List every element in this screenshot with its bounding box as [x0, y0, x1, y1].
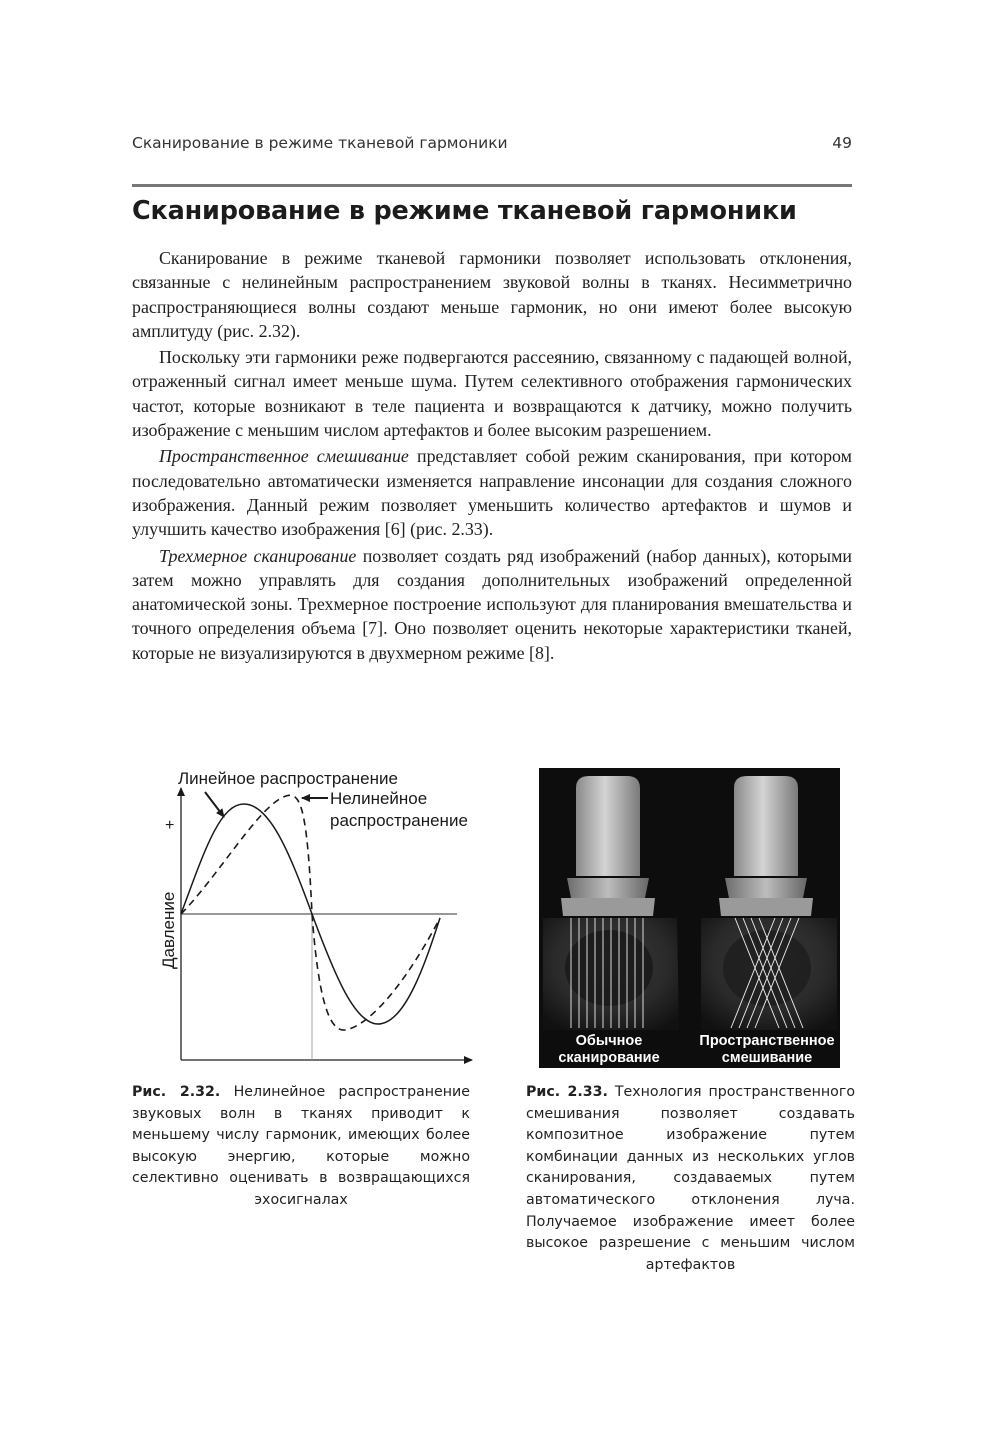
label-nonlinear-2: распространение — [330, 811, 468, 830]
plus-sign: + — [165, 817, 175, 834]
paragraph-1: Сканирование в режиме тканевой гармоники позволяет использовать отклонения, связанные с нелинейным распространением звуковой волны в тканях. Несимметрично распространяющиеся волны создают меньше гармоник, но они имеют более высокую амплитуду (рис. 2.32). — [132, 248, 852, 341]
paragraph-2: Поскольку эти гармоники реже подвергаются рассеянию, связанному с падающей волной, отраженный сигнал имеет меньше шума. Путем селективного отображения гармонических частот, которые возникают в теле пациента и возвращаются к датчику, можно получить изображение с меньшим числом артефактов и более высоким разрешением. — [132, 347, 852, 441]
header-rule — [132, 184, 852, 187]
paragraph-4: Трехмерное сканирование позволяет создать ряд изображений (набор данных), которыми затем можно управлять для создания дополнительных изображений определенной анатомической зоны. Трехмерное построение используют для планирования вмешательства и точного определения объема [7]. Оно позволяет оценить некоторые характеристики тканей, которые не визуализируются в двухмерном режиме [8]. — [132, 545, 852, 663]
probe-conventional — [561, 776, 655, 916]
term-spatial-compounding: Пространственное смешивание — [159, 446, 409, 467]
running-header — [132, 134, 852, 162]
caption-2-33: Рис. 2.33. Технология пространственного смешивания позволяет создавать композитное изображение путем комбинации данных из нескольких углов сканирования, создаваемых путем автоматического отклонения луча. Получаемое изображение имеет более высокое разрешение с меньшим числом артефактов — [526, 1084, 855, 1273]
label-conventional-1: Обычное — [575, 1033, 643, 1049]
caption-label-2-32: Рис. 2.32. — [132, 1084, 221, 1100]
label-nonlinear-1: Нелинейное — [330, 789, 428, 808]
probe-compound — [719, 776, 813, 916]
body-text — [132, 246, 852, 667]
label-linear: Линейное распространение — [178, 769, 398, 788]
nonlinear-wave — [181, 795, 440, 1030]
label-conventional-2: сканирование — [558, 1050, 660, 1066]
running-title: Сканирование в режиме тканевой гармоники — [132, 134, 508, 152]
y-axis-label: Давление — [159, 891, 178, 969]
term-3d-scanning: Трехмерное сканирование — [159, 545, 357, 566]
caption-2-32: Рис. 2.32. Нелинейное распространение звуковых волн в тканях приводит к меньшему числу гармоник, имеющих более высокую энергию, которые можно селективно оценивать в возвращающихся эхосигналах — [132, 1084, 470, 1208]
section-title: Сканирование в режиме тканевой гармоники — [132, 196, 797, 226]
figure-2-33-image — [539, 768, 840, 1068]
figure-2-32 — [150, 764, 490, 1074]
caption-label-2-33: Рис. 2.33. — [526, 1084, 608, 1100]
linear-pointer — [205, 792, 224, 817]
label-compound-2: смешивание — [721, 1050, 813, 1066]
paragraph-3: Пространственное смешивание представляет собой режим сканирования, при котором последовательно автоматически изменяется направление инсонации для создания сложного изображения. Данный режим позволяет уменьшить количество артефактов и шумов и улучшить качество изображения [6] (рис. 2.33). — [132, 446, 852, 540]
page-number: 49 — [832, 134, 852, 152]
label-compound-1: Пространственное — [699, 1033, 835, 1049]
